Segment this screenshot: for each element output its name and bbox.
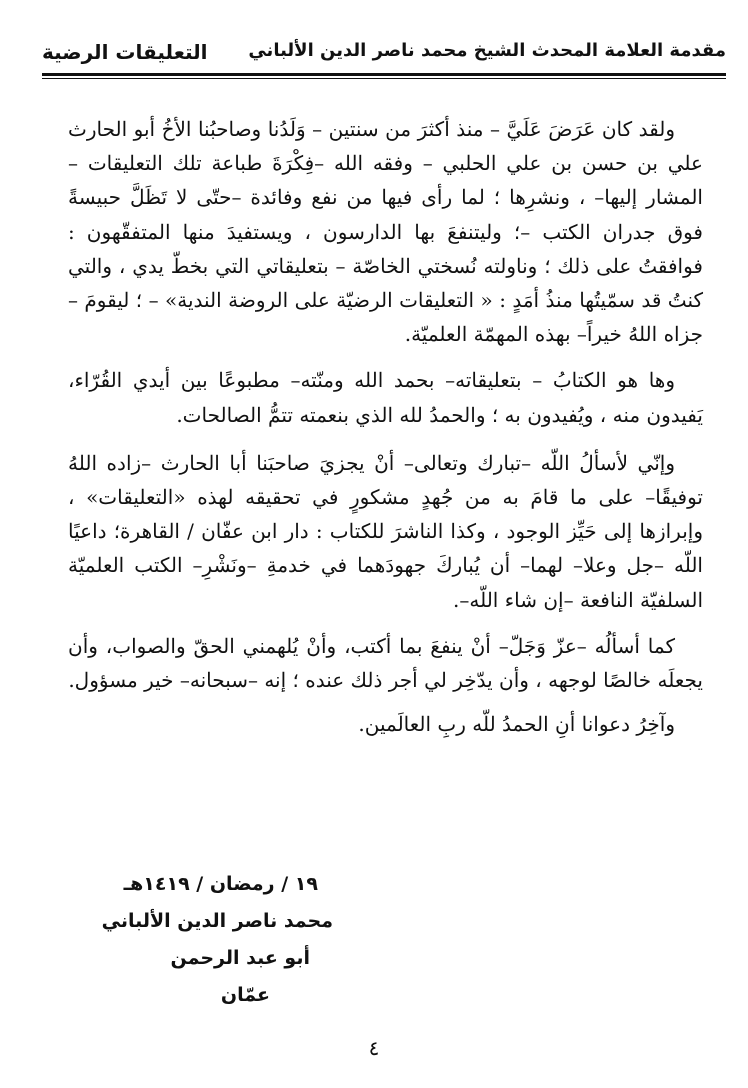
paragraph-5: وآخِرُ دعوانا أنِ الحمدُ للّه ربِ العالَمين.: [358, 712, 675, 737]
paragraph-4: كما أسألُه –عزّ وَجَلّ– أنْ ينفعَ بما أكتب، وأنْ يُلهمني الحقّ والصواب، وأن يجعلَه خالصًا لوجهه ، وأن يدّخِر لي أجر ذلك عنده ؛ إنه –سبحانه– خير مسؤول.: [68, 633, 703, 693]
signature-kunya: أبو عبد الرحمن: [170, 947, 310, 969]
paragraph-1: ولقد كان عَرَضَ عَلَيَّ – منذ أكثرَ من سنتين – وَلَدُنا وصاحبُنا الأخُ أبو الحارث علي بن حسن بن علي الحلبي – وفقه الله –فِكْرَةَ طباعة تلك التعليقات –المشار إليها– ، ونشرِها ؛ لما رأى فيها من نفع وفائدة –حتّى لا تَظَلَّ حبيسةً فوق جدران الكتب –؛ وليتنفعَ بها الدارسون ، ويستفيدَ منها المتفقّهون : فوافقتُ على ذلك ؛ وناولته نُسختي الخاصّة – بتعليقاتي التي بخطّ يدي ، والتي كنتُ قد سمّيتُها منذُ أمَدٍ : « التعليقات الرضيّة على الروضة الندية» – ؛ ليقومَ –جزاه اللهُ خيراً– بهذه المهمّة العلميّة.: [68, 117, 703, 347]
paragraph-2: وها هو الكتابُ – بتعليقاته– بحمد الله ومنّته– مطبوعًا بين أيدي القُرّاء، يَفيدون منه ، ويُفيدون به ؛ والحمدُ لله الذي بنعمته تتمُّ الصالحات.: [68, 368, 703, 427]
paragraph-3: وإنّي لأسألُ اللّه –تبارك وتعالى– أنْ يجزيَ صاحبَنا أبا الحارث –زاده اللهُ توفيقًا– على ما قامَ به من جُهدٍ مشكورٍ في تحقيقه لهذه «التعليقات» ، وإبرازها إلى حَيِّز الوجود ، وكذا الناشرَ للكتاب : دار ابن عفّان / القاهرة؛ داعيًا اللّه –جل وعلا– لهما– أن يُباركَ جهودَهما في خدمةِ –ونَشْرِ– الكتب العلميّة السلفيّة النافعة –إن شاء اللّه–.: [68, 450, 703, 612]
page-header: [42, 36, 726, 76]
main-text: [68, 112, 703, 741]
signature-name: محمد ناصر الدين الألباني: [101, 910, 333, 932]
header-section-title: التعليقات الرضية: [42, 40, 208, 64]
header-rule-thin: [42, 78, 726, 79]
signature-date: ١٩ / رمضان / ١٤١٩هـ: [123, 873, 318, 895]
header-rule-thick: [42, 73, 726, 76]
header-book-title: مقدمة العلامة المحدث الشيخ محمد ناصر الدين الألباني: [248, 40, 726, 61]
page-number: ٤: [368, 1036, 380, 1060]
signature-place: عمّان: [220, 984, 270, 1006]
